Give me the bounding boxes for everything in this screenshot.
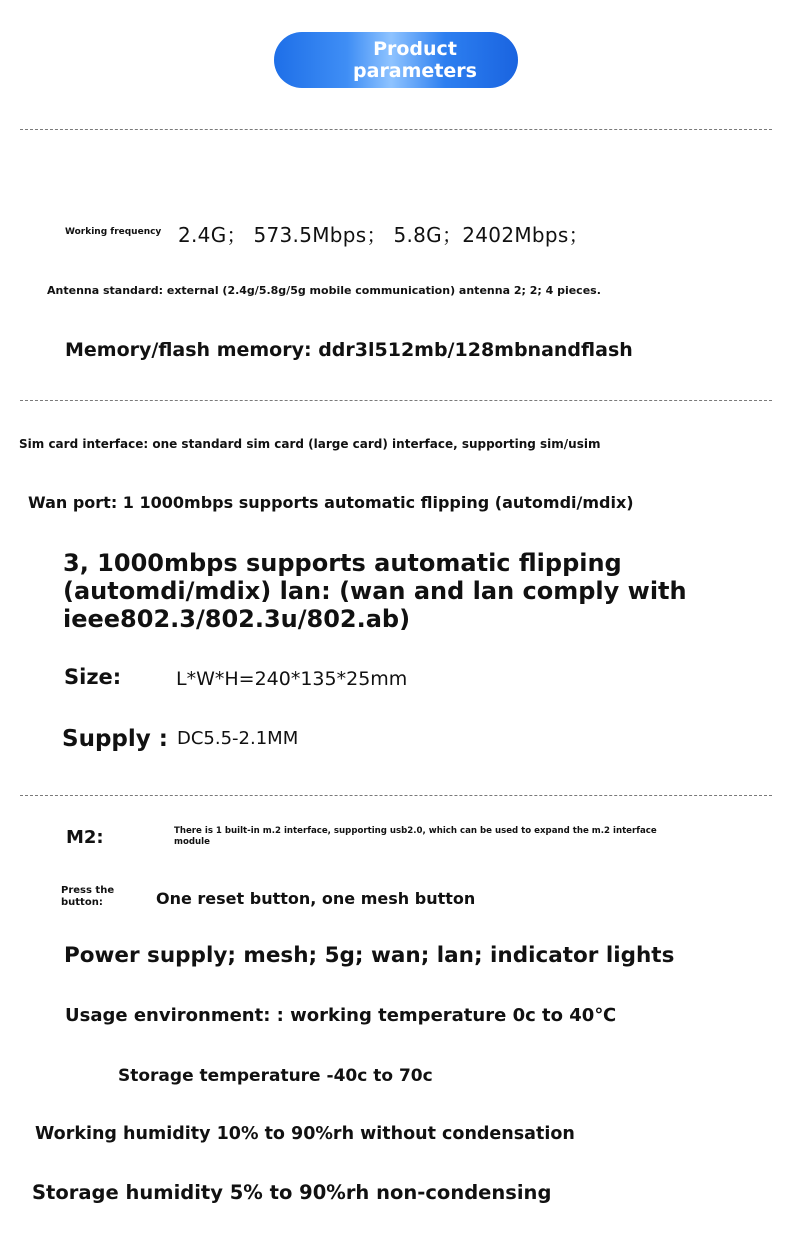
storage-humidity: Storage humidity 5% to 90%rh non-condensing (32, 1181, 552, 1204)
storage-temperature: Storage temperature -40c to 70c (118, 1066, 433, 1086)
m2-description-line-2: module (174, 837, 210, 847)
divider-2 (20, 400, 772, 401)
header-badge-text (340, 38, 490, 82)
lan-port-block (63, 549, 687, 633)
press-button-value: One reset button, one mesh button (156, 889, 476, 908)
divider-3 (20, 795, 772, 796)
working-frequency-label: Working frequency (65, 227, 162, 237)
press-button-label-line-1: Press the (61, 885, 115, 896)
header-badge-line2: parameters (353, 60, 477, 82)
lan-line-3: ieee802.3/802.3u/802.ab) (63, 605, 411, 633)
m2-description (174, 826, 657, 848)
supply-value: DC5.5-2.1MM (177, 728, 299, 749)
memory-flash: Memory/flash memory: ddr3l512mb/128mbnandflash (65, 339, 633, 361)
antenna-standard: Antenna standard: external (2.4g/5.8g/5g mobile communication) antenna 2; 2; 4 pieces. (47, 284, 601, 297)
header-badge-line1: Product (373, 38, 457, 60)
m2-description-line-1: There is 1 built-in m.2 interface, supporting usb2.0, which can be used to expand the m.2 interface (174, 826, 657, 836)
press-button-label (61, 885, 114, 909)
divider-1 (20, 129, 772, 130)
supply-label: Supply : (62, 726, 168, 752)
lan-line-2: (automdi/mdix) lan: (wan and lan comply with (63, 577, 687, 605)
working-humidity: Working humidity 10% to 90%rh without condensation (35, 1124, 575, 1144)
indicator-lights: Power supply; mesh; 5g; wan; lan; indicator lights (64, 943, 675, 968)
wan-port: Wan port: 1 1000mbps supports automatic flipping (automdi/mdix) (28, 493, 634, 512)
usage-environment: Usage environment: : working temperature 0c to 40℃ (65, 1005, 617, 1026)
press-button-label-line-2: button: (61, 897, 103, 908)
lan-line-1: 3, 1000mbps supports automatic flipping (63, 549, 622, 577)
size-value: L*W*H=240*135*25mm (176, 668, 408, 690)
sim-card-interface: Sim card interface: one standard sim card (large card) interface, supporting sim/usim (19, 437, 601, 451)
working-frequency-value: 2.4G； 573.5Mbps； 5.8G；2402Mbps； (178, 223, 589, 247)
size-label: Size: (64, 665, 122, 689)
m2-label: M2: (66, 827, 104, 848)
